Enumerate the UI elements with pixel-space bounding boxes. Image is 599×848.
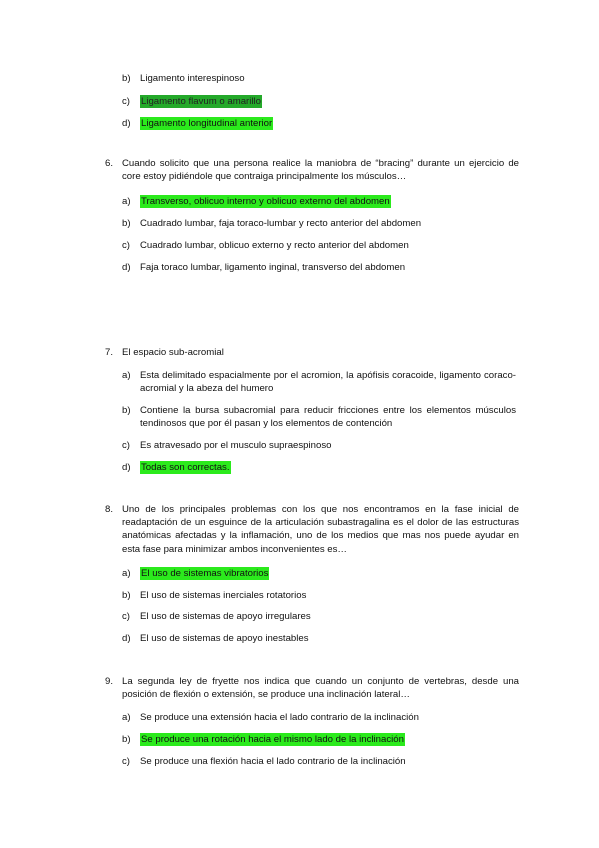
option-letter: d) [122, 262, 131, 273]
option-text: Es atravesado por el musculo supraespinoso [140, 440, 332, 451]
option-text: Faja toraco lumbar, ligamento inginal, transverso del abdomen [140, 262, 406, 273]
option-letter: a) [122, 196, 131, 207]
option-text: Se produce una extensión hacia el lado contrario de la inclinación [140, 712, 419, 723]
option-text: Ligamento interespinoso [140, 73, 245, 84]
option-text-highlighted: Ligamento flavum o amarillo [141, 96, 261, 107]
option-text: Esta delimitado espacialmente por el acromion, la apófisis coracoide, ligamento coraco-acromial y la abeza del humero [140, 370, 516, 395]
option-letter: d) [122, 118, 131, 129]
option-letter: c) [122, 756, 130, 767]
option-text: Se produce una flexión hacia el lado contrario de la inclinación [140, 756, 406, 767]
option-letter: a) [122, 568, 131, 579]
option-text-highlighted: Se produce una rotación hacia el mismo lado de la inclinación [141, 734, 404, 745]
option-text: Contiene la bursa subacromial para reducir fricciones entre los elementos músculos tendinosos que por él pasan y los elementos de contención [140, 405, 516, 430]
option-text-highlighted: Ligamento longitudinal anterior [141, 118, 273, 129]
question-number: 7. [105, 347, 114, 358]
option-text: Cuadrado lumbar, faja toraco-lumbar y recto anterior del abdomen [140, 218, 422, 229]
option-letter: c) [122, 611, 130, 622]
option-letter: b) [122, 73, 131, 84]
question-number: 9. [105, 676, 114, 687]
question-number: 8. [105, 504, 114, 515]
option-letter: c) [122, 440, 130, 451]
option-text-highlighted: El uso de sistemas vibratorios [141, 568, 269, 579]
option-letter: c) [122, 240, 130, 251]
question-text: Cuando solicito que una persona realice la maniobra de “bracing” durante un ejercicio de core estoy pidiéndole que contraiga principalmente los músculos… [122, 158, 519, 183]
option-text-highlighted: Todas son correctas. [141, 462, 230, 473]
option-text: El uso de sistemas inerciales rotatorios [140, 590, 307, 601]
question-text: El espacio sub-acromial [122, 347, 224, 358]
question-text: La segunda ley de fryette nos indica que cuando un conjunto de vertebras, desde una posición de flexión o extensión, se produce una inclinación lateral… [122, 676, 519, 701]
option-letter: d) [122, 633, 131, 644]
question-text: Uno de los principales problemas con los que nos encontramos en la fase inicial de readaptación de un esguince de la articulación subastragalina es el dolor de las estructuras anatómicas afectadas y la inflamación, uno de los medios que mas nos puede ayudar en esta fase para minimizar ambos inconvenientes es… [122, 504, 519, 555]
option-letter: b) [122, 734, 131, 745]
option-letter: d) [122, 462, 131, 473]
option-letter: b) [122, 405, 131, 416]
option-letter: a) [122, 712, 131, 723]
option-letter: c) [122, 96, 130, 107]
option-letter: b) [122, 218, 131, 229]
option-text: Cuadrado lumbar, oblicuo externo y recto anterior del abdomen [140, 240, 409, 251]
option-letter: a) [122, 370, 131, 381]
option-text-highlighted: Transverso, oblicuo interno y oblicuo externo del abdomen [141, 196, 390, 207]
option-text: El uso de sistemas de apoyo inestables [140, 633, 309, 644]
question-number: 6. [105, 158, 114, 169]
option-text: El uso de sistemas de apoyo irregulares [140, 611, 311, 622]
option-letter: b) [122, 590, 131, 601]
